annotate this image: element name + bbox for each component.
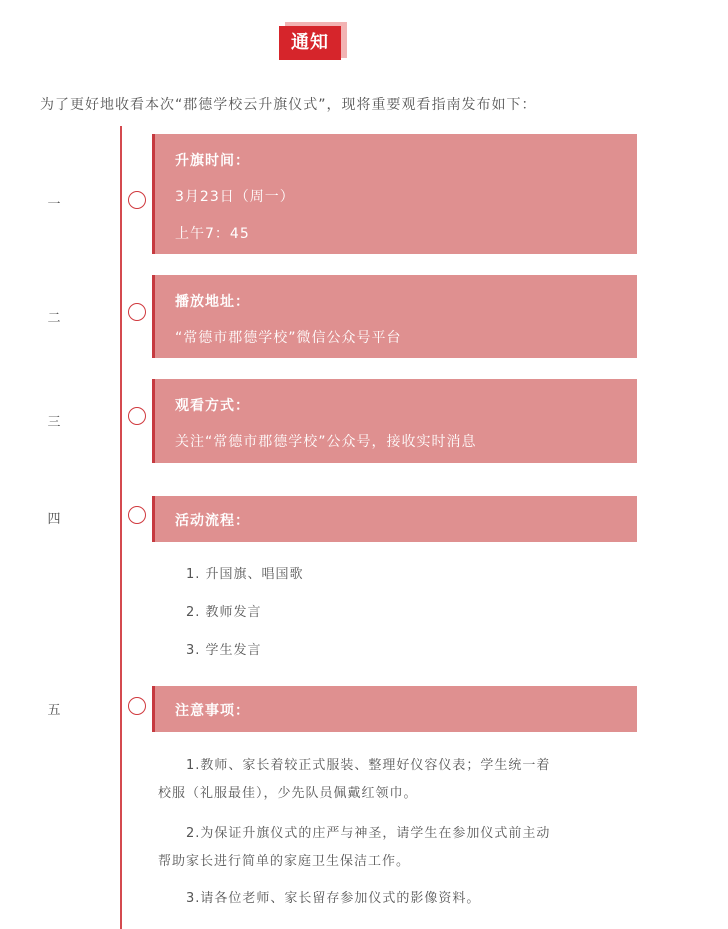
section-number-3: 三 xyxy=(47,415,61,430)
section-title-method: 观看方式： xyxy=(175,398,250,414)
section-panel-method xyxy=(152,379,637,463)
section-title-time: 升旗时间： xyxy=(175,153,250,169)
timeline-marker-4 xyxy=(128,506,146,524)
timeline-marker-3 xyxy=(128,407,146,425)
section-number-1: 一 xyxy=(47,197,61,212)
process-item: 2. 教师发言 xyxy=(186,605,262,620)
notice-title: 通知 xyxy=(279,26,341,60)
timeline-marker-2 xyxy=(128,303,146,321)
section-line-address: “常德市郡德学校”微信公众号平台 xyxy=(175,330,402,346)
section-panel-time xyxy=(152,134,637,254)
section-title-address: 播放地址： xyxy=(175,294,250,310)
timeline-marker-1 xyxy=(128,191,146,209)
note-line: 1.教师、家长着较正式服装、整理好仪容仪表；学生统一着 xyxy=(186,758,551,773)
section-title-notes: 注意事项： xyxy=(175,703,250,719)
section-title-process: 活动流程： xyxy=(175,513,250,529)
section-number-5: 五 xyxy=(47,703,61,718)
timeline-line xyxy=(120,126,122,929)
section-panel-address xyxy=(152,275,637,358)
process-item: 1. 升国旗、唱国歌 xyxy=(186,567,304,582)
note-line: 校服（礼服最佳），少先队员佩戴红领巾。 xyxy=(158,786,418,801)
timeline-marker-5 xyxy=(128,697,146,715)
notice-badge xyxy=(279,22,347,60)
note-line: 2.为保证升旗仪式的庄严与神圣，请学生在参加仪式前主动 xyxy=(186,826,551,841)
section-panel-process xyxy=(152,496,637,542)
section-number-4: 四 xyxy=(47,512,61,527)
intro-text: 为了更好地收看本次“郡德学校云升旗仪式”，现将重要观看指南发布如下： xyxy=(40,97,537,113)
section-line-date: 3月23日（周一） xyxy=(175,189,295,205)
section-line-hour: 上午7：45 xyxy=(175,226,250,242)
process-item: 3. 学生发言 xyxy=(186,643,262,658)
section-line-method: 关注“常德市郡德学校”公众号，接收实时消息 xyxy=(175,434,477,450)
section-panel-notes xyxy=(152,686,637,732)
section-number-2: 二 xyxy=(47,311,61,326)
note-line: 帮助家长进行简单的家庭卫生保洁工作。 xyxy=(158,854,411,869)
note-line: 3.请各位老师、家长留存参加仪式的影像资料。 xyxy=(186,891,481,906)
